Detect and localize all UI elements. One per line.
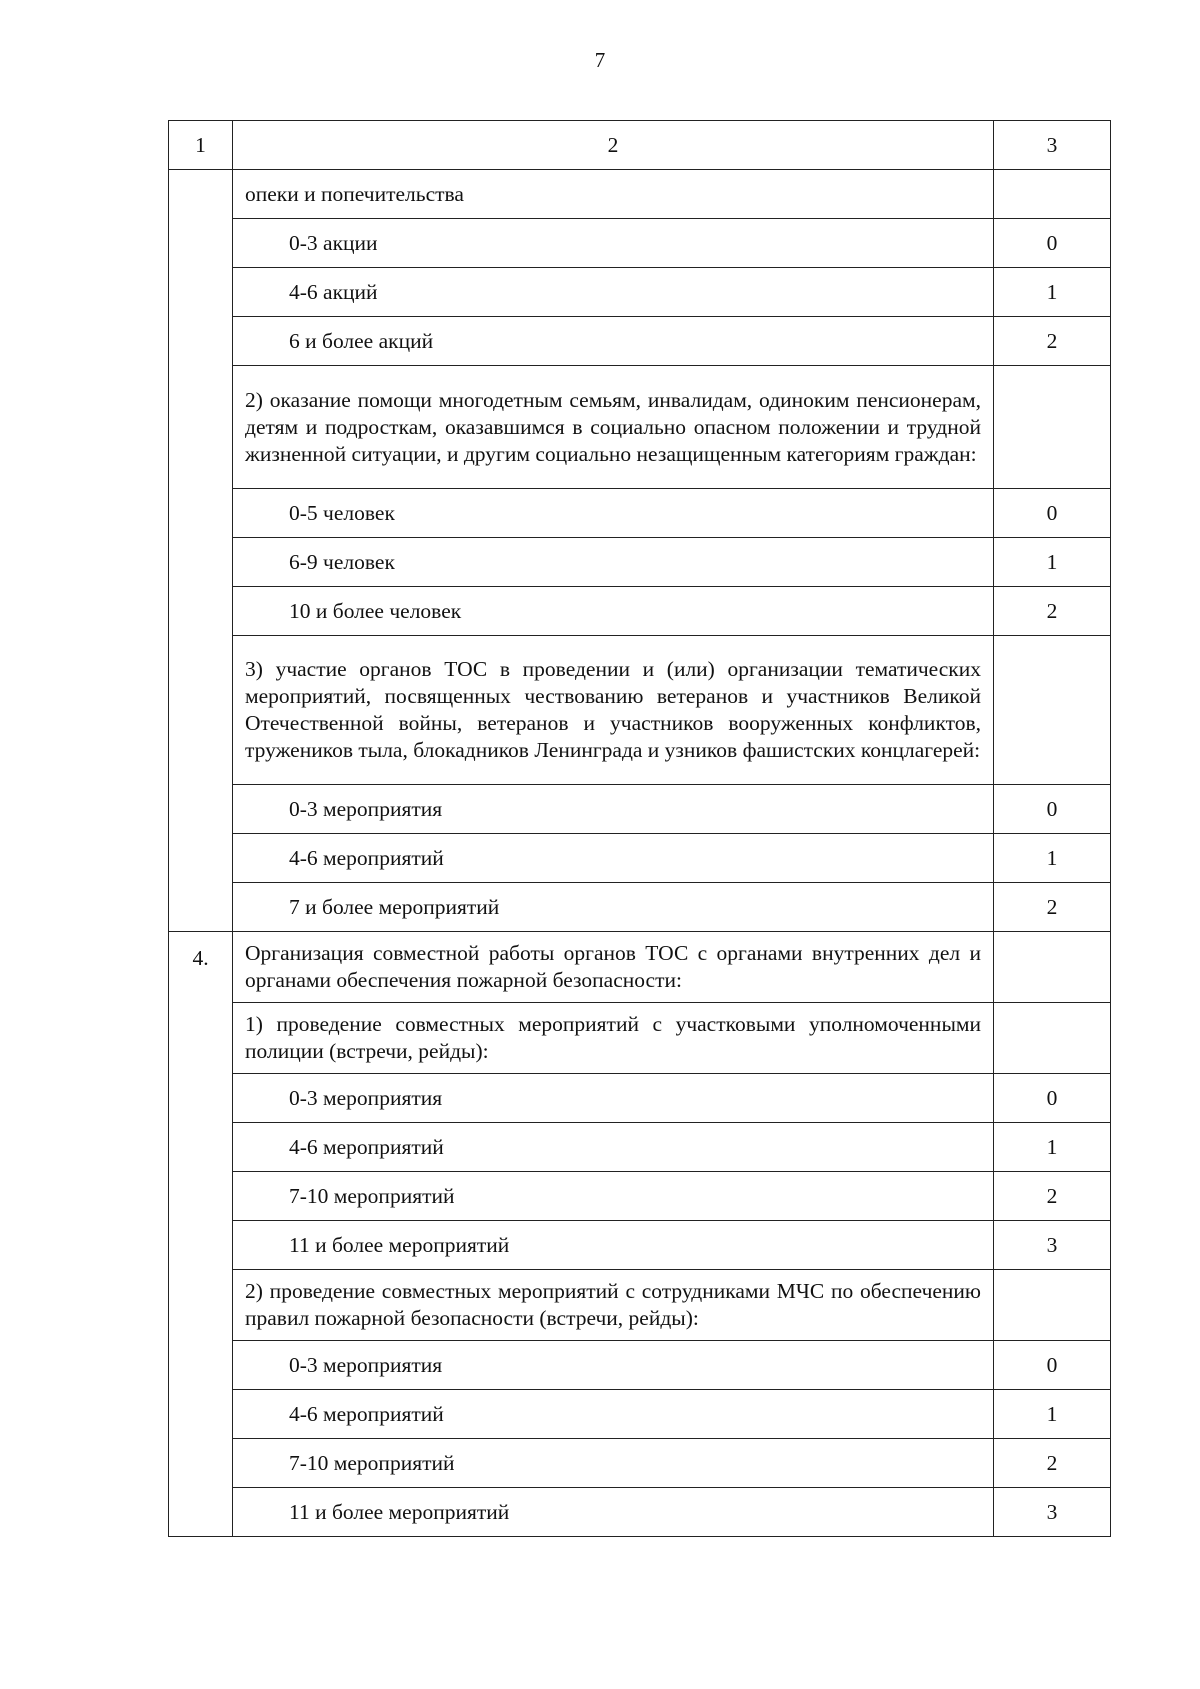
option-score: 1 <box>994 1123 1111 1172</box>
option-score: 0 <box>994 489 1111 538</box>
option-label: 6-9 человек <box>233 538 994 587</box>
option-label: 11 и более мероприятий <box>233 1488 994 1537</box>
option-label: 11 и более мероприятий <box>233 1221 994 1270</box>
option-label: 0-3 мероприятия <box>233 1074 994 1123</box>
table-row <box>169 1123 1111 1172</box>
section-3-item-3-text: 3) участие органов ТОС в проведении и (или) организации тематических мероприятий, посвященных чествованию ветеранов и участников Великой Отечественной войны, ветеранов и участников вооруженных конфликтов, тружеников тыла, блокадников Ленинграда и узников фашистских концлагерей: <box>233 636 994 785</box>
page-number: 7 <box>594 48 606 72</box>
option-label: 0-5 человек <box>233 489 994 538</box>
option-score: 2 <box>994 317 1111 366</box>
table-row <box>169 785 1111 834</box>
option-score: 1 <box>994 538 1111 587</box>
option-score: 2 <box>994 1439 1111 1488</box>
option-score: 2 <box>994 587 1111 636</box>
table-row <box>169 1074 1111 1123</box>
table-header-row <box>169 121 1111 170</box>
option-label: 7 и более мероприятий <box>233 883 994 932</box>
table-row <box>169 587 1111 636</box>
option-score: 0 <box>994 1074 1111 1123</box>
option-score: 2 <box>994 1172 1111 1221</box>
section-4-item-1-text: 1) проведение совместных мероприятий с участковыми уполномоченными полиции (встречи, рейды): <box>233 1003 994 1074</box>
option-label: 7-10 мероприятий <box>233 1172 994 1221</box>
table-row <box>169 1172 1111 1221</box>
table-row <box>169 636 1111 785</box>
option-score: 0 <box>994 1341 1111 1390</box>
score-cell <box>994 932 1111 1003</box>
table-row <box>169 538 1111 587</box>
table-row <box>169 1003 1111 1074</box>
header-col-1: 1 <box>169 121 233 170</box>
table-row <box>169 1221 1111 1270</box>
score-cell <box>994 636 1111 785</box>
option-label: 7-10 мероприятий <box>233 1439 994 1488</box>
option-score: 1 <box>994 268 1111 317</box>
option-score: 3 <box>994 1488 1111 1537</box>
table-row <box>169 366 1111 489</box>
table-row <box>169 489 1111 538</box>
section-3-continuation-text: опеки и попечительства <box>233 170 994 219</box>
option-score: 1 <box>994 1390 1111 1439</box>
option-label: 0-3 мероприятия <box>233 1341 994 1390</box>
option-score: 2 <box>994 883 1111 932</box>
table-row <box>169 1488 1111 1537</box>
score-cell <box>994 366 1111 489</box>
table-row <box>169 1390 1111 1439</box>
option-score: 0 <box>994 785 1111 834</box>
option-label: 6 и более акций <box>233 317 994 366</box>
table-row <box>169 1439 1111 1488</box>
option-score: 1 <box>994 834 1111 883</box>
section-3-number-cell <box>169 170 233 932</box>
table-row <box>169 883 1111 932</box>
table-row <box>169 268 1111 317</box>
option-score: 3 <box>994 1221 1111 1270</box>
table-row <box>169 1341 1111 1390</box>
option-label: 4-6 мероприятий <box>233 834 994 883</box>
score-cell <box>994 1003 1111 1074</box>
section-4-number: 4. <box>169 932 233 1537</box>
option-label: 4-6 мероприятий <box>233 1390 994 1439</box>
table-row <box>169 834 1111 883</box>
table-row <box>169 1270 1111 1341</box>
table-row <box>169 932 1111 1003</box>
table-row <box>169 317 1111 366</box>
option-label: 0-3 акции <box>233 219 994 268</box>
section-3-item-2-text: 2) оказание помощи многодетным семьям, инвалидам, одиноким пенсионерам, детям и подросткам, оказавшимся в социально опасном положении и трудной жизненной ситуации, и другим социально незащищенным категориям граждан: <box>233 366 994 489</box>
section-4-title: Организация совместной работы органов ТОС с органами внутренних дел и органами обеспечения пожарной безопасности: <box>233 932 994 1003</box>
score-cell <box>994 1270 1111 1341</box>
section-4-item-2-text: 2) проведение совместных мероприятий с сотрудниками МЧС по обеспечению правил пожарной безопасности (встречи, рейды): <box>233 1270 994 1341</box>
score-cell <box>994 170 1111 219</box>
header-col-2: 2 <box>233 121 994 170</box>
option-label: 4-6 мероприятий <box>233 1123 994 1172</box>
option-label: 10 и более человек <box>233 587 994 636</box>
table-row <box>169 219 1111 268</box>
table-row <box>169 170 1111 219</box>
criteria-table <box>168 120 1111 1537</box>
header-col-3: 3 <box>994 121 1111 170</box>
option-label: 4-6 акций <box>233 268 994 317</box>
option-label: 0-3 мероприятия <box>233 785 994 834</box>
option-score: 0 <box>994 219 1111 268</box>
